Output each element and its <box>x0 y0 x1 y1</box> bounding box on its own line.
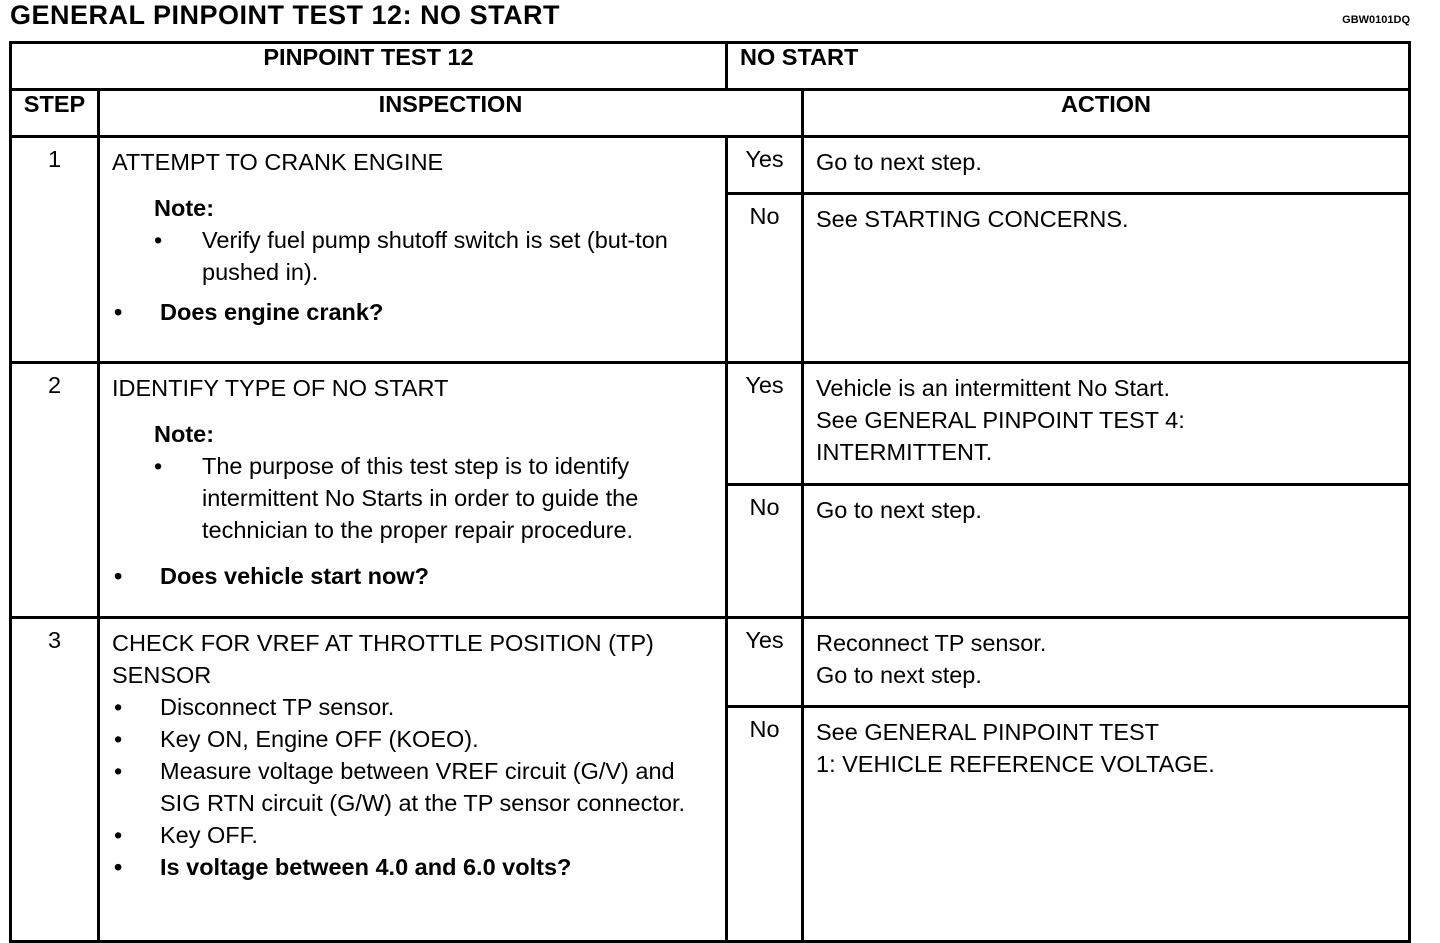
no-label: No <box>727 707 803 942</box>
document-code: GBW0101DQ <box>1342 14 1410 26</box>
column-header-action: ACTION <box>803 90 1410 137</box>
column-header-step: STEP <box>11 90 99 137</box>
no-label: No <box>727 194 803 363</box>
action-line: See GENERAL PINPOINT TEST <box>816 719 1160 745</box>
no-action <box>803 707 1410 942</box>
inspection-cell <box>99 618 727 942</box>
test-name: NO START <box>727 43 1410 90</box>
no-action <box>803 485 1410 618</box>
table-row <box>11 363 1410 485</box>
inspection-title: ATTEMPT TO CRANK ENGINE <box>112 149 444 175</box>
table-row <box>11 618 1410 707</box>
inspection-bullet: • Measure voltage between VREF circuit (G/V) and SIG RTN circuit (G/W) at the TP sensor connector. <box>160 755 715 819</box>
note-bullet: • The purpose of this test step is to identify intermittent No Starts in order to guide the technician to the proper repair procedure. <box>202 450 715 546</box>
action-line: Go to next step. <box>816 149 982 175</box>
step-number: 2 <box>11 363 99 618</box>
yes-label: Yes <box>727 137 803 194</box>
note-bullet: • Verify fuel pump shutoff switch is set (but-ton pushed in). <box>202 224 715 288</box>
inspection-question: • Does engine crank? <box>160 296 715 328</box>
action-line: Go to next step. <box>816 497 982 523</box>
inspection-title: IDENTIFY TYPE OF NO START <box>112 375 449 401</box>
step-number: 1 <box>11 137 99 363</box>
inspection-cell <box>99 137 727 363</box>
column-header-inspection: INSPECTION <box>99 90 803 137</box>
page-title: GENERAL PINPOINT TEST 12: NO START <box>10 0 561 30</box>
pinpoint-test-table <box>9 41 1411 943</box>
yes-label: Yes <box>727 618 803 707</box>
yes-action <box>803 363 1410 485</box>
inspection-question: • Does vehicle start now? <box>160 560 715 592</box>
action-line: See GENERAL PINPOINT TEST 4: <box>816 407 1185 433</box>
inspection-cell <box>99 363 727 618</box>
note-label: Note: <box>154 421 215 447</box>
action-line: INTERMITTENT. <box>816 439 993 465</box>
inspection-bullet: • Disconnect TP sensor. <box>160 691 715 723</box>
test-header-row <box>11 43 1410 90</box>
table-row <box>11 137 1410 194</box>
action-line: Reconnect TP sensor. <box>816 630 1047 656</box>
inspection-bullet: • Key OFF. <box>160 819 715 851</box>
yes-action <box>803 137 1410 194</box>
step-number: 3 <box>11 618 99 942</box>
action-line: See STARTING CONCERNS. <box>816 206 1129 232</box>
note-label: Note: <box>154 195 215 221</box>
inspection-question: • Is voltage between 4.0 and 6.0 volts? <box>160 851 715 883</box>
no-label: No <box>727 485 803 618</box>
test-label: PINPOINT TEST 12 <box>11 43 727 90</box>
yes-label: Yes <box>727 363 803 485</box>
no-action <box>803 194 1410 363</box>
action-line: Go to next step. <box>816 662 982 688</box>
action-line: Vehicle is an intermittent No Start. <box>816 375 1170 401</box>
inspection-title: CHECK FOR VREF AT THROTTLE POSITION (TP) SENSOR <box>112 630 654 688</box>
inspection-bullet: • Key ON, Engine OFF (KOEO). <box>160 723 715 755</box>
column-header-row <box>11 90 1410 137</box>
action-line: 1: VEHICLE REFERENCE VOLTAGE. <box>816 751 1215 777</box>
yes-action <box>803 618 1410 707</box>
